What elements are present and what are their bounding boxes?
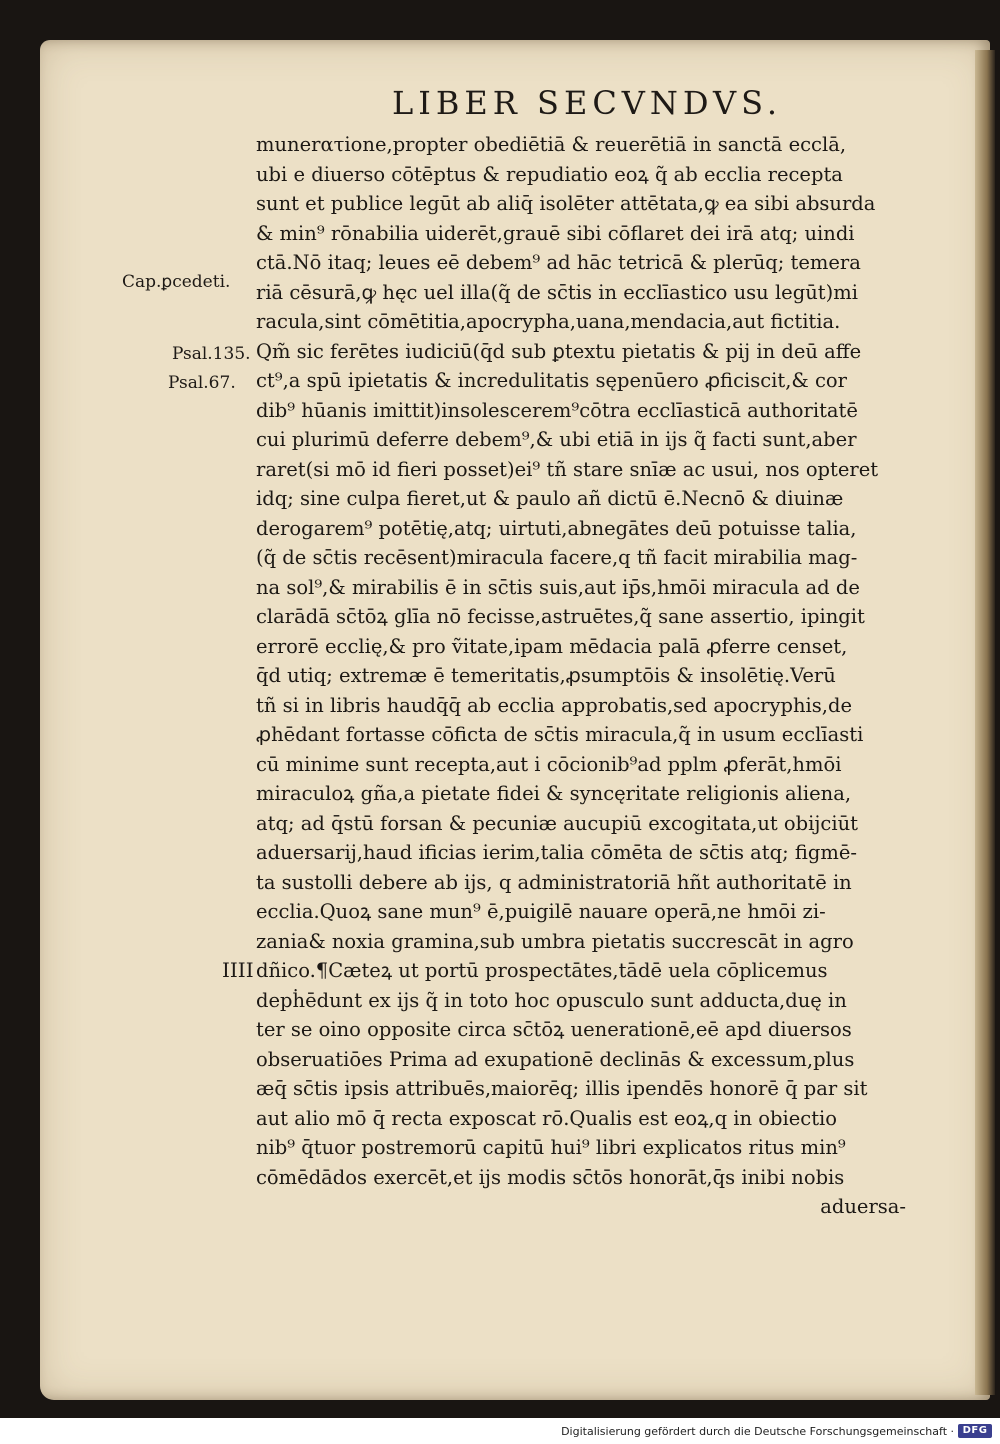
text-line: munerατione,propter obediētiā & reuerētiā in sanctā ecclā,	[256, 133, 847, 156]
text-line: miraculoꝝ gña,a pietate fidei & syncęritate religionis aliena,	[256, 782, 852, 805]
catchword: aduersa-	[820, 1195, 906, 1218]
text-line: errorē ecclię,& pro ṽitate,ipam mēdacia palā ꝓferre censet,	[256, 634, 848, 658]
marginal-note-psalm-67: Psal.67.	[168, 373, 236, 393]
dfg-logo-icon: DFG	[958, 1424, 992, 1438]
text-line: ecclia.Quoꝝ sane mun⁹ ē,puigilē nauare operā,ne hmōi zi-	[256, 900, 826, 923]
body-text	[256, 130, 906, 1222]
text-line: dib⁹ hūanis imittit)insolescerem⁹cōtra ecclīasticā authoritatē	[256, 398, 858, 422]
text-line: aduersarij,haud ificias ierim,talia cōmēta de sc̄tis atq; figmē-	[256, 841, 858, 864]
text-line: ꝓhēdant fortasse cōficta de sc̄tis miracula,q̃ in usum ecclīasti	[256, 723, 864, 746]
marginal-note-chapter: Cap.ꝑcedeti.	[122, 272, 231, 292]
text-line: racula,sint cōmētitia,apocrypha,uana,mendacia,aut fictitia.	[256, 310, 841, 333]
text-line: derogarem⁹ potētię,atq; uirtuti,abnegātes deū potuisse talia,	[256, 516, 857, 540]
text-line: depḣēdunt ex ijs q̃ in toto hoc opusculo sunt adducta,duę in	[256, 988, 847, 1012]
text-line: dñico.¶Cæteꝝ ut portū prospectātes,tādē uela cōplicemus	[256, 959, 828, 982]
text-line: sunt et publice legūt ab aliq̄ isolēter attētata,ꝙ ea sibi absurda	[256, 192, 876, 215]
text-line: zania& noxia gramina,sub umbra pietatis succrescāt in agro	[256, 929, 854, 953]
text-line: riā cēsurā,ꝙ hęc uel illa(q̃ de sc̄tis in ecclīastico usu legūt)mi	[256, 280, 858, 304]
text-line: ta sustolli debere ab ijs, q administratoriā hñt authoritatē in	[256, 870, 852, 894]
text-line: Qm̃ sic ferētes iudiciū(q̄d sub ꝑtextu pietatis & pij in deū affe	[256, 339, 862, 363]
text-line: aut alio mō q̄ recta exposcat rō.Qualis est eoꝝ,q in obiectio	[256, 1106, 838, 1130]
text-line: ctā.Nō itaq; leues eē debem⁹ ad hāc tetricā & plerūq; temera	[256, 251, 861, 274]
text-line: cui plurimū deferre debem⁹,& ubi etiā in ijs q̃ facti sunt,aber	[256, 428, 857, 451]
marginal-note-psalm-135: Psal.135.	[172, 344, 251, 364]
marginal-section-number: IIII	[222, 958, 254, 982]
text-line: cōmēdādos exercēt,et ijs modis sc̄tōs honorāt,q̄s inibi nobis	[256, 1165, 845, 1189]
text-line: æq̄ sc̄tis ipsis attribuēs,maiorēq; illis ipendēs honorē q̄ par sit	[256, 1077, 868, 1100]
running-head: LIBER SECVNDVS.	[392, 84, 783, 122]
text-line: raret(si mō id fieri posset)ei⁹ tñ stare snīæ ac usui, nos opteret	[256, 457, 879, 481]
text-line: tñ si in libris haudq̄q̄ ab ecclia approbatis,sed apocryphis,de	[256, 693, 853, 717]
funding-footer	[0, 1418, 1000, 1444]
text-line: ct⁹,a spū ipietatis & incredulitatis sępenūero ꝓficiscit,& cor	[256, 369, 847, 392]
text-line: na sol⁹,& mirabilis ē in sc̄tis suis,aut ip̄s,hmōi miracula ad de	[256, 575, 860, 599]
text-line: q̄d utiq; extremæ ē temeritatis,ꝓsumptōis & insolētię.Verū	[256, 664, 836, 687]
text-line: clarādā sc̄tōꝝ glīa nō fecisse,astruētes,q̃ sane assertio, ipingit	[256, 605, 865, 628]
text-line: & min⁹ rōnabilia uiderēt,grauē sibi cōflaret dei irā atq; uindi	[256, 221, 855, 245]
text-line: idq; sine culpa fieret,ut & paulo añ dictū ē.Necnō & diuinæ	[256, 487, 844, 510]
text-line: ter se oino opposite circa sc̄tōꝝ uenerationē,eē apd diuersos	[256, 1018, 852, 1041]
text-line: nib⁹ q̄tuor postremorū capitū hui⁹ libri explicatos ritus min⁹	[256, 1136, 846, 1159]
text-line: obseruatiōes Prima ad exupationē declinās & excessum,plus	[256, 1047, 855, 1071]
text-line: atq; ad q̄stū forsan & pecuniæ aucupiū excogitata,ut obijciūt	[256, 811, 858, 835]
text-line: ubi e diuerso cōtēptus & repudiatio eoꝝ q̃ ab ecclia recepta	[256, 162, 843, 186]
page-edge	[975, 50, 995, 1395]
footer-credit: Digitalisierung gefördert durch die Deutsche Forschungsgemeinschaft ·	[561, 1425, 954, 1438]
text-line: (q̃ de sc̄tis recēsent)miracula facere,q tñ facit mirabilia mag-	[256, 546, 858, 569]
text-line: cū minime sunt recepta,aut i cōcionib⁹ad pplm ꝓferāt,hmōi	[256, 752, 842, 776]
